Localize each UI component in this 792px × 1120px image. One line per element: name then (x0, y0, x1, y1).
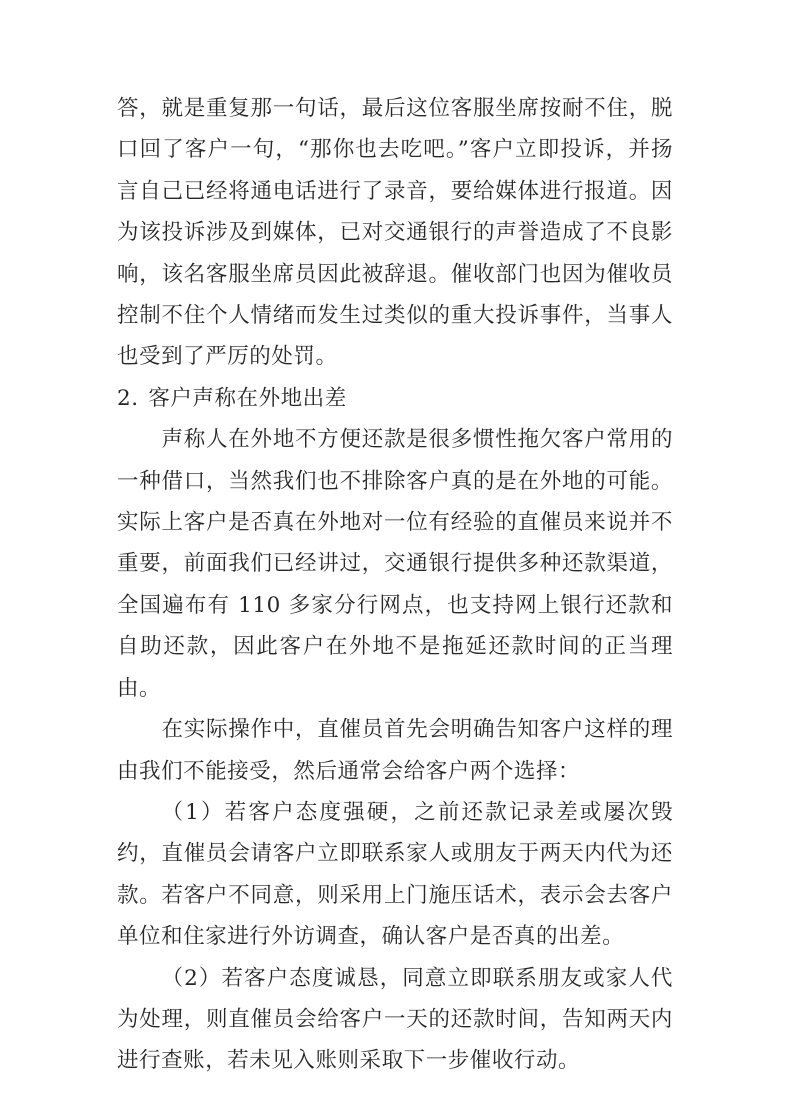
text-column (117, 88, 673, 1082)
paragraph-continuation: 答，就是重复那一句话，最后这位客服坐席按耐不住，脱口回了客户一句，“那你也去吃吧。”客户立即投诉，并扬言自己已经将通电话进行了录音，要给媒体进行报道。因为该投诉涉及到媒体，已对交通银行的声誉造成了不良影响，该名客服坐席员因此被辞退。催收部门也因为催收员控制不住个人情绪而发生过类似的重大投诉事件，当事人也受到了严厉的处罚。 (117, 96, 673, 370)
section-number: 2. (117, 385, 139, 411)
list-item: （1）若客户态度强硬，之前还款记录差或屡次毁约，直催员会请客户立即联系家人或朋友于两天内代为还款。若客户不同意，则采用上门施压话术，表示会去客户单位和住家进行外访调查，确认客户是否真的出差。 (117, 799, 673, 950)
paragraph-body: 声称人在外地不方便还款是很多惯性拖欠客户常用的一种借口，当然我们也不排除客户真的是在外地的可能。实际上客户是否真在外地对一位有经验的直催员来说并不重要，前面我们已经讲过，交通银行提供多种还款渠道，全国遍布有 110 多家分行网点，也支持网上银行还款和自助还款，因此客户在外地不是拖延还款时间的正当理由。 (117, 427, 673, 701)
section-heading-2 (117, 378, 673, 419)
list-item: （2）若客户态度诚恳，同意立即联系朋友或家人代为处理，则直催员会给客户一天的还款时间，告知两天内进行查账，若未见入账则采取下一步催收行动。 (117, 965, 673, 1074)
paragraph-body: 在实际操作中，直催员首先会明确告知客户这样的理由我们不能接受，然后通常会给客户两个选择： (117, 717, 673, 784)
section-heading-text: 客户声称在外地出差 (148, 385, 347, 411)
